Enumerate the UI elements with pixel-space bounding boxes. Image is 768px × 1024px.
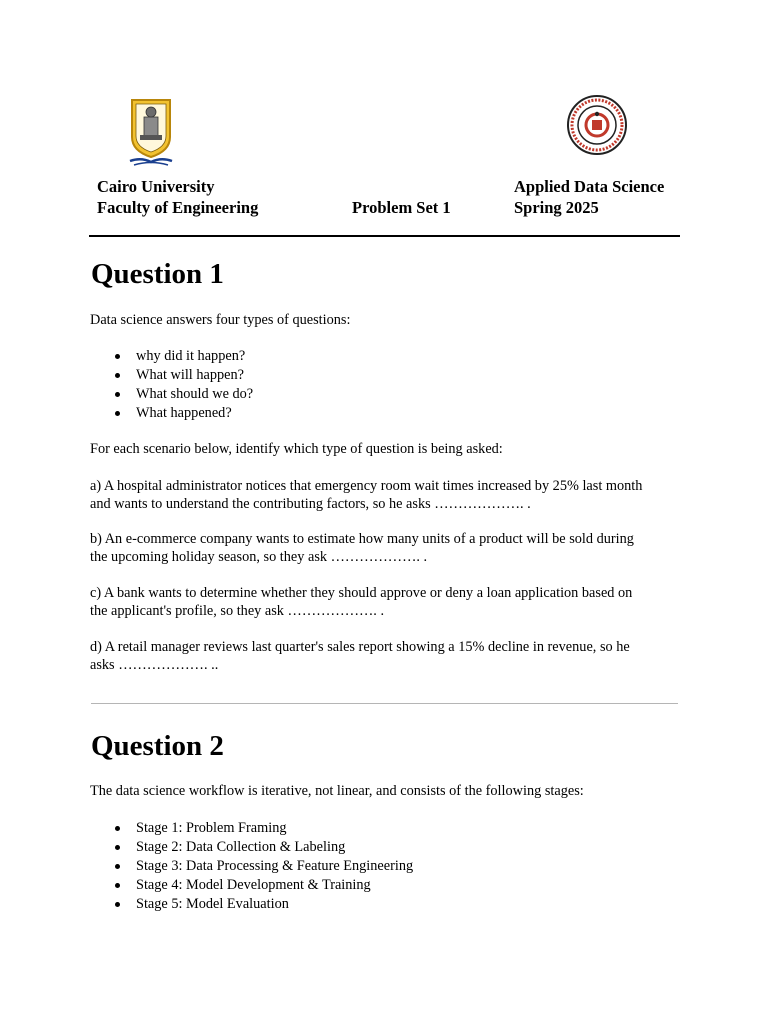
header-divider [89,235,680,237]
semester: Spring 2025 [514,198,599,217]
question-1-title: Question 1 [91,258,224,290]
scenario-line: c) A bank wants to determine whether they should approve or deny a loan application based on [90,585,633,601]
scenario-b [90,530,690,566]
scenario-d [90,638,690,674]
section-divider [91,703,678,704]
faculty-name: Faculty of Engineering [97,198,259,217]
course-name: Applied Data Science [514,177,665,196]
scenario-a [90,477,690,513]
list-item: why did it happen? [90,347,253,366]
scenario-line: d) A retail manager reviews last quarter's sales report showing a 15% decline in revenue, so he [90,639,630,655]
list-item: Stage 4: Model Development & Training [90,876,413,895]
question-1-intro: Data science answers four types of questions: [90,312,351,328]
scenario-line: and wants to understand the contributing factors, so he asks ………………. . [90,496,531,512]
list-item: What happened? [90,404,253,423]
institution-block [97,176,258,218]
list-item: What will happen? [90,366,253,385]
list-item: Stage 2: Data Collection & Labeling [90,838,413,857]
faculty-of-engineering-seal [565,94,629,156]
question-1-instruction: For each scenario below, identify which type of question is being asked: [90,441,503,457]
workflow-stages-list [90,819,413,914]
list-item: Stage 3: Data Processing & Feature Engineering [90,857,413,876]
cairo-university-logo [126,97,176,167]
scenario-c [90,584,690,620]
scenario-line: asks ………………. .. [90,657,219,673]
scenario-line: the upcoming holiday season, so they ask ………………. . [90,549,428,565]
scenario-line: b) An e-commerce company wants to estimate how many units of a product will be sold during [90,531,634,547]
list-item: Stage 5: Model Evaluation [90,895,413,914]
question-2-intro: The data science workflow is iterative, not linear, and consists of the following stages: [90,783,584,799]
scenario-line: the applicant's profile, so they ask ………………. . [90,603,385,619]
university-name: Cairo University [97,177,215,196]
scenario-line: a) A hospital administrator notices that emergency room wait times increased by 25% last month [90,478,643,494]
list-item: What should we do? [90,385,253,404]
list-item: Stage 1: Problem Framing [90,819,413,838]
question-2-title: Question 2 [91,730,224,762]
document-title: Problem Set 1 [352,198,451,217]
course-block [514,176,664,218]
question-types-list [90,347,253,423]
